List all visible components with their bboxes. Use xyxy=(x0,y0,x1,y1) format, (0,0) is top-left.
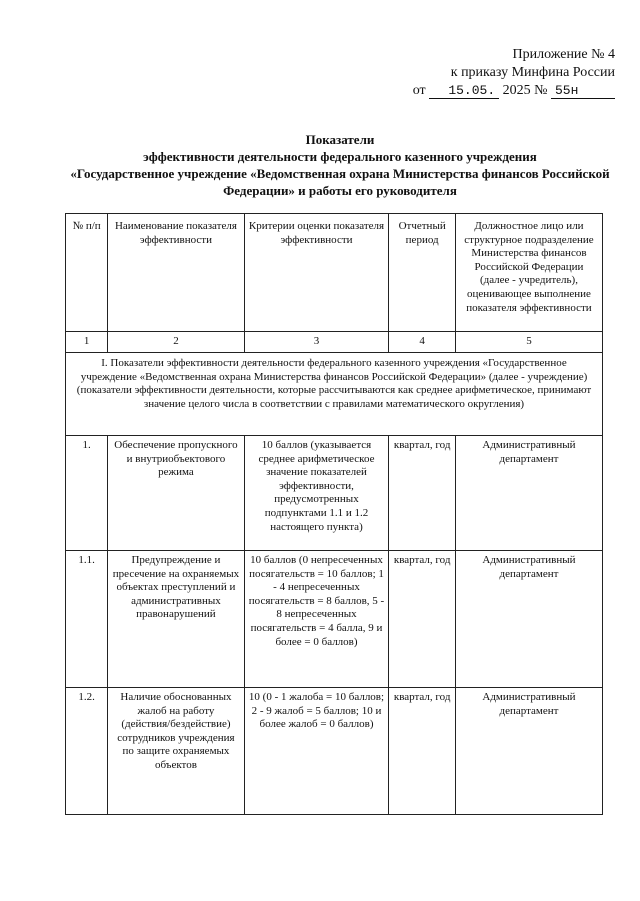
header-criteria: Критерии оценки показателя эффективности xyxy=(244,214,389,332)
order-year: 2025 № xyxy=(502,83,548,98)
title-line-2: эффективности деятельности федерального казенного учреждения xyxy=(143,149,537,164)
row-num: 1. xyxy=(66,436,108,551)
column-number-row xyxy=(66,332,603,353)
row-period: квартал, год xyxy=(389,551,456,688)
table-row xyxy=(66,436,603,551)
row-criteria: 10 баллов (0 непресеченных посягательств = 10 баллов; 1 - 4 непресеченных посягательств = 8 баллов, 5 - 8 непресеченных посягательств = 4 балла, 9 и более = 0 баллов) xyxy=(244,551,389,688)
header-period: Отчетный период xyxy=(389,214,456,332)
column-number: 1 xyxy=(66,332,108,353)
header-name: Наименование показателя эффективности xyxy=(108,214,244,332)
row-responsible: Административный департамент xyxy=(455,436,602,551)
appendix-block xyxy=(400,46,615,100)
row-criteria: 10 баллов (указывается среднее арифметическое значение показателей эффективности, предусмотренных подпунктами 1.1 и 1.2 настоящего пункта) xyxy=(244,436,389,551)
row-name: Наличие обоснованных жалоб на работу (действия/бездействие) сотрудников учреждения по защите охраняемых объектов xyxy=(108,688,244,815)
title-line-3: «Государственное учреждение «Ведомственная охрана Министерства финансов Российской Федерации» и работы его руководителя xyxy=(70,166,610,198)
section-row xyxy=(66,353,603,436)
column-number: 3 xyxy=(244,332,389,353)
document-title xyxy=(60,131,620,199)
row-period: квартал, год xyxy=(389,436,456,551)
header-num: № п/п xyxy=(66,214,108,332)
row-name: Предупреждение и пресечение на охраняемых объектах преступлений и административных правонарушений xyxy=(108,551,244,688)
row-responsible: Административный департамент xyxy=(455,688,602,815)
row-period: квартал, год xyxy=(389,688,456,815)
appendix-order-ref: к приказу Минфина России xyxy=(450,65,615,80)
date-prefix: от xyxy=(412,83,426,98)
order-date-line xyxy=(400,82,615,100)
column-number: 5 xyxy=(455,332,602,353)
indicators-table xyxy=(65,213,603,815)
row-name: Обеспечение пропускного и внутриобъектового режима xyxy=(108,436,244,551)
table-row xyxy=(66,688,603,815)
title-line-1: Показатели xyxy=(305,132,375,147)
row-num: 1.2. xyxy=(66,688,108,815)
table-row xyxy=(66,551,603,688)
order-date-value: 15.05. xyxy=(429,84,499,99)
section-title: I. Показатели эффективности деятельности федерального казенного учреждения «Государственное учреждение «Ведомственная охрана Министерства финансов Российской Федерации» (далее - учреждение) (показатели эффективности деятельности, которые рассчитываются как среднее арифметическое, принимают значение целого числа в соответствии с правилами математического округления) xyxy=(66,353,603,436)
row-responsible: Административный департамент xyxy=(455,551,602,688)
column-number: 2 xyxy=(108,332,244,353)
appendix-title: Приложение № 4 xyxy=(512,47,615,62)
order-number-value: 55н xyxy=(551,84,615,99)
header-responsible: Должностное лицо или структурное подразделение Министерства финансов Российской Федерации (далее - учредитель), оценивающее выполнение показателя эффективности xyxy=(455,214,602,332)
table-header-row xyxy=(66,214,603,332)
row-num: 1.1. xyxy=(66,551,108,688)
column-number: 4 xyxy=(389,332,456,353)
row-criteria: 10 (0 - 1 жалоба = 10 баллов; 2 - 9 жалоб = 5 баллов; 10 и более жалоб = 0 баллов) xyxy=(244,688,389,815)
